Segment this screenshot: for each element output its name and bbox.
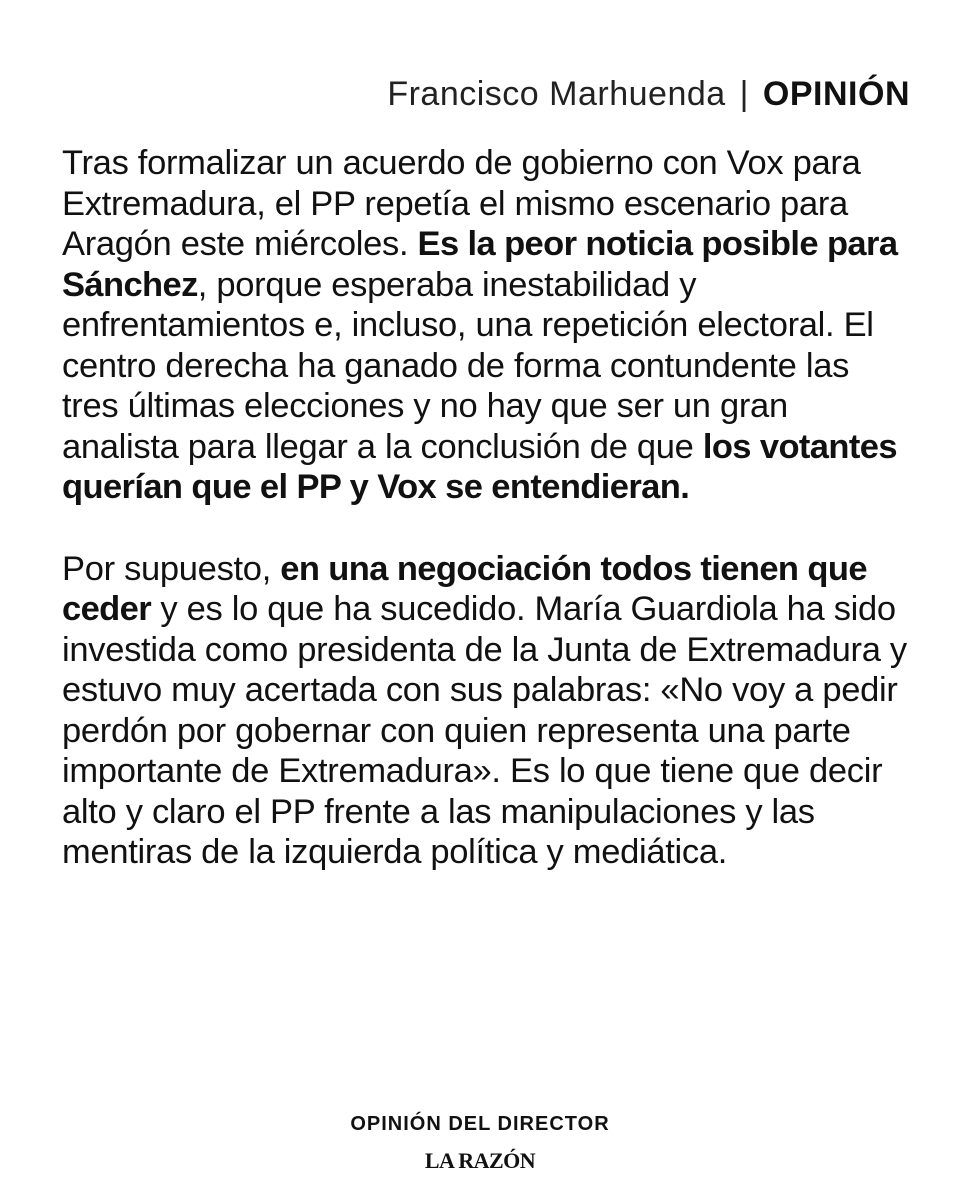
author-name: Francisco Marhuenda [387,75,726,113]
section-label: OPINIÓN [762,75,910,113]
paragraph-2 [62,549,912,873]
article-body [62,143,912,873]
paragraph-1-text-b: , porque esperaba inestabilidad y enfrentamientos e, incluso, una repetición electoral. El centro derecha ha ganado de forma contundente las tres últimas elecciones y no hay que ser un gran analista para llegar a la conclusión de que [62,265,874,466]
paragraph-2-text-b: y es lo que ha sucedido. María Guardiola ha sido investida como presidenta de la Junta de Extremadura y estuvo muy acertada con sus palabras: «No voy a pedir perdón por gobernar con quien representa una parte importante de Extremadura». Es lo que tiene que decir alto y claro el PP frente a las manipulaciones y las mentiras de la izquierda política y mediática. [62,590,907,871]
paragraph-1-highlight-b: los votantes querían que el PP y Vox se entendieran. [62,427,897,506]
footer [0,1112,960,1174]
paragraph-1-highlight-a: Es la peor noticia posible para Sánchez [62,225,898,304]
la-razon-logo: LA RAZÓN [424,1148,536,1173]
paragraph-2-highlight-a: en una negociación todos tienen que ceder [62,549,867,628]
byline-header [387,74,910,114]
paragraph-1-text-a: Tras formalizar un acuerdo de gobierno con Vox para Extremadura, el PP repetía el mismo escenario para Aragón este miércoles. [62,144,861,263]
footer-label: OPINIÓN DEL DIRECTOR [350,1113,610,1135]
paragraph-2-text-a: Por supuesto, [62,549,281,588]
paragraph-1 [62,143,912,508]
byline-separator: | [739,75,749,113]
